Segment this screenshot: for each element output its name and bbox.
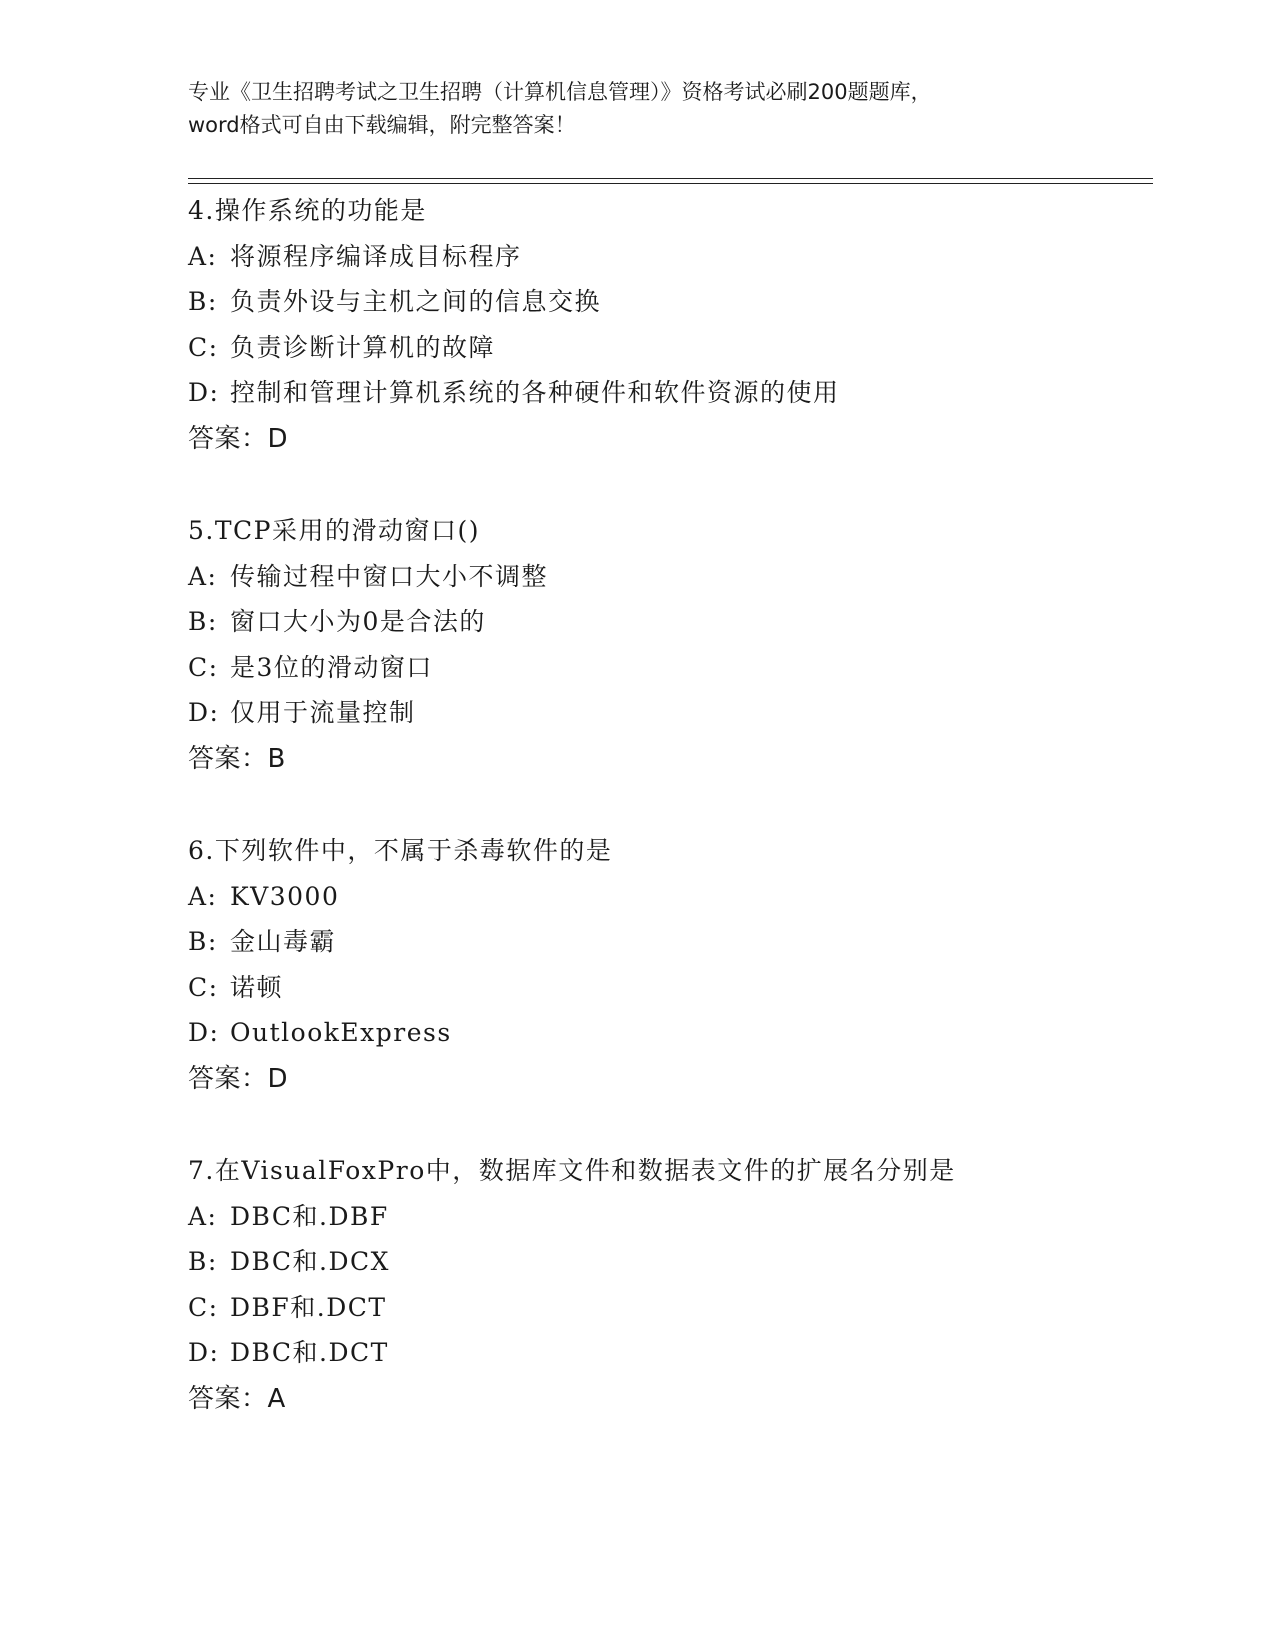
option-c <box>188 965 1138 1011</box>
header-title-line-1: 专业《卫生招聘考试之卫生招聘（计算机信息管理）》资格考试必刷200题题库， <box>188 80 932 104</box>
option-text: 仅用于流量控制 <box>230 698 416 727</box>
option-letter: B: <box>188 927 218 956</box>
option-letter: D: <box>188 698 220 727</box>
option-text: 负责诊断计算机的故障 <box>230 332 496 362</box>
option-letter: C: <box>188 972 219 1002</box>
header-title-line-2: word格式可自由下载编辑，附完整答案！ <box>188 113 576 137</box>
option-a <box>188 554 1138 600</box>
option-text: 传输过程中窗口大小不调整 <box>230 561 549 591</box>
option-text: DBC和.DCX <box>230 1247 390 1276</box>
question-block <box>188 1148 1138 1422</box>
option-text: 将源程序编译成目标程序 <box>230 241 522 271</box>
option-letter: B: <box>188 287 218 316</box>
answer-line: 答案：D <box>188 423 289 454</box>
option-b <box>188 1239 1138 1285</box>
option-letter: C: <box>188 652 219 682</box>
answer-line: 答案：D <box>188 1063 289 1094</box>
option-c <box>188 645 1138 691</box>
option-a <box>188 874 1138 920</box>
option-a <box>188 234 1138 280</box>
option-text: 控制和管理计算机系统的各种硬件和软件资源的使用 <box>230 378 840 407</box>
option-letter: A: <box>188 241 218 271</box>
option-c <box>188 1285 1138 1331</box>
option-text: DBC和.DBF <box>230 1201 389 1231</box>
option-b <box>188 599 1138 645</box>
question-stem: 6.下列软件中，不属于杀毒软件的是 <box>188 836 613 865</box>
option-letter: D: <box>188 378 220 407</box>
option-letter: B: <box>188 1247 218 1276</box>
question-block <box>188 508 1138 782</box>
option-text: 负责外设与主机之间的信息交换 <box>230 287 602 316</box>
option-letter: D: <box>188 1338 220 1367</box>
option-text: 窗口大小为0是合法的 <box>230 607 486 636</box>
header-divider-bottom <box>188 183 1153 184</box>
option-d <box>188 1330 1138 1376</box>
option-text: 金山毒霸 <box>230 927 337 956</box>
option-text: 是3位的滑动窗口 <box>230 652 433 682</box>
question-stem: 5.TCP采用的滑动窗口() <box>188 516 480 545</box>
question-block <box>188 828 1138 1102</box>
option-b <box>188 279 1138 325</box>
option-d <box>188 690 1138 736</box>
option-letter: A: <box>188 1201 218 1231</box>
option-text: KV3000 <box>230 881 340 911</box>
document-header <box>188 76 1088 142</box>
option-b <box>188 919 1138 965</box>
option-letter: C: <box>188 1292 219 1322</box>
header-divider-top <box>188 178 1153 179</box>
option-d <box>188 370 1138 416</box>
option-a <box>188 1194 1138 1240</box>
answer-line: 答案：A <box>188 1383 286 1414</box>
option-text: OutlookExpress <box>230 1018 452 1047</box>
option-text: DBF和.DCT <box>230 1292 387 1322</box>
option-letter: A: <box>188 881 218 911</box>
option-d <box>188 1010 1138 1056</box>
option-c <box>188 325 1138 371</box>
answer-line: 答案：B <box>188 743 286 774</box>
option-text: 诺顿 <box>230 972 284 1002</box>
question-stem: 7.在VisualFoxPro中，数据库文件和数据表文件的扩展名分别是 <box>188 1156 956 1185</box>
question-stem: 4.操作系统的功能是 <box>188 196 427 225</box>
option-letter: D: <box>188 1018 220 1047</box>
option-text: DBC和.DCT <box>230 1338 389 1367</box>
option-letter: A: <box>188 561 218 591</box>
option-letter: B: <box>188 607 218 636</box>
option-letter: C: <box>188 332 219 362</box>
question-block <box>188 188 1138 462</box>
